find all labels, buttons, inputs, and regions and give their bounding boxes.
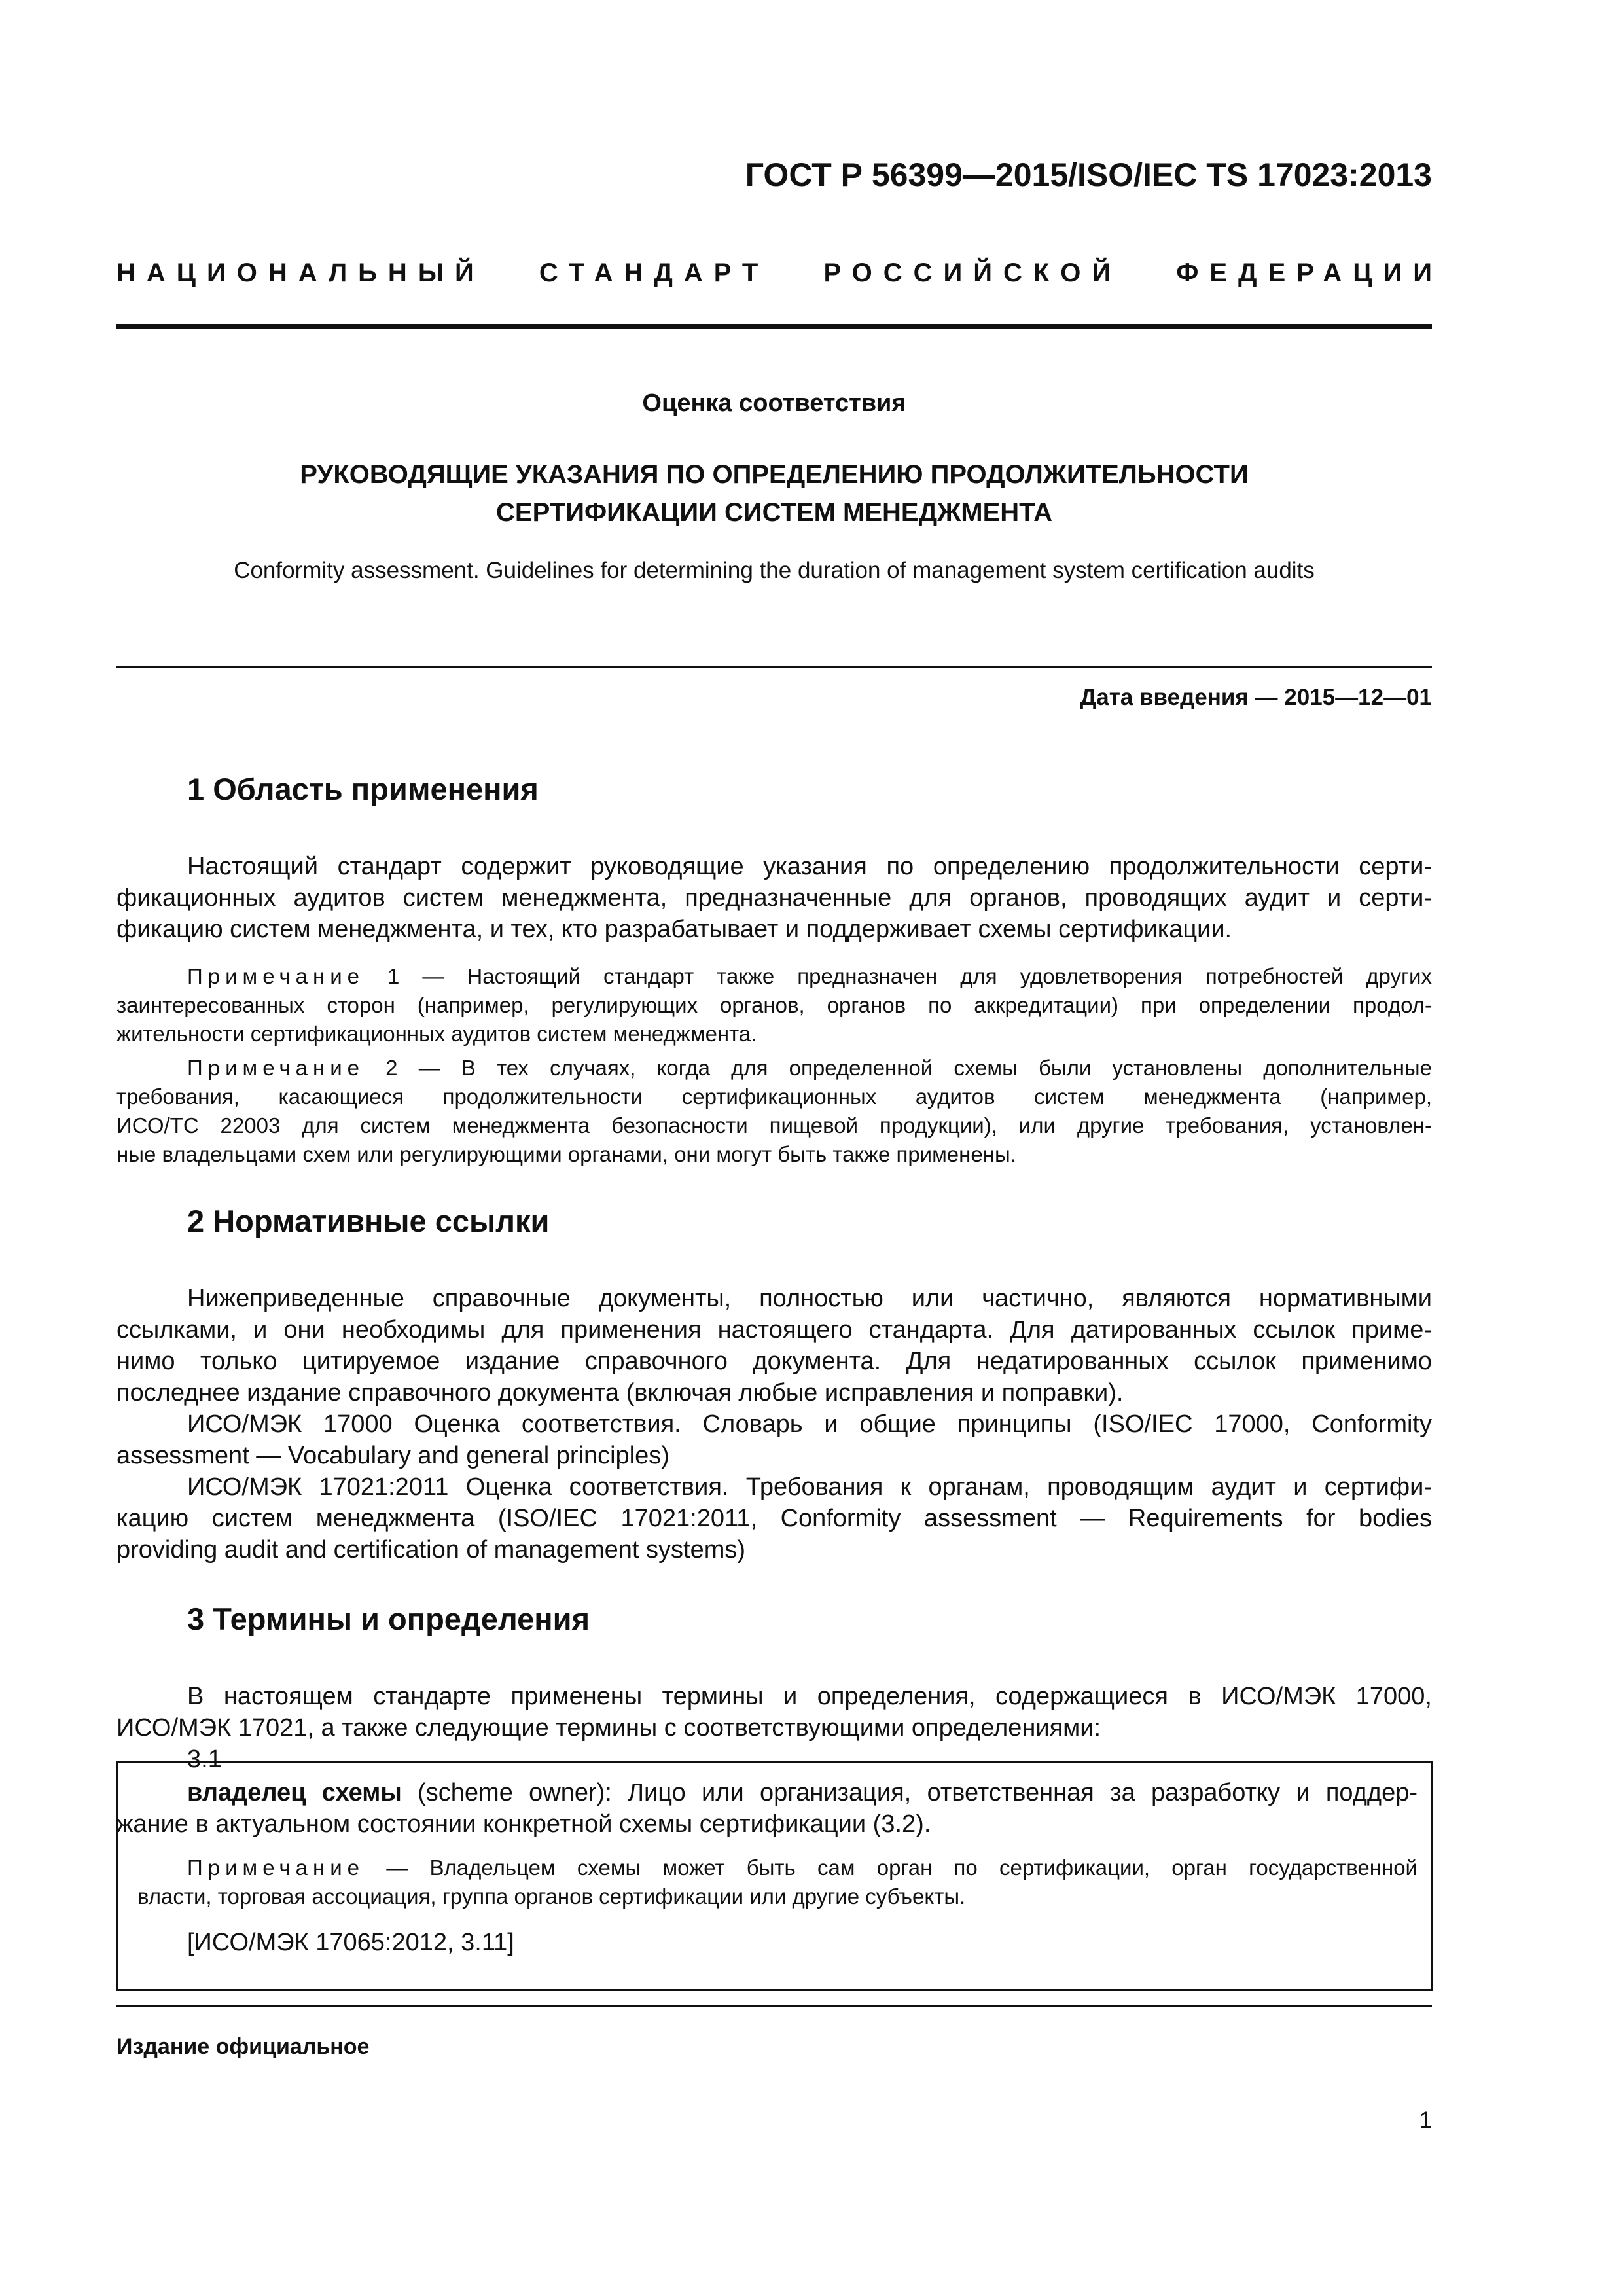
document-title	[116, 456, 1432, 531]
introduction-date: Дата введения — 2015—12—01	[1080, 685, 1432, 710]
text-line: ИСО/МЭК 17000 Оценка соответствия. Словарь и общие принципы (ISO/IEC 17000, Conformity	[187, 1410, 1432, 1438]
footer-rule	[116, 2005, 1432, 2007]
reference-entry	[116, 1408, 1432, 1471]
text-line: ные владельцами схем или регулирующими органами, они могут быть также применены.	[116, 1142, 1016, 1166]
text-line: нимо только цитируемое издание справочного документа. Для недатированных ссылок применимо	[116, 1348, 1432, 1375]
national-standard-banner	[116, 259, 1443, 288]
body-paragraph	[116, 1283, 1432, 1408]
text-line: ИСО/МЭК 17021, а также следующие термины с соответствующими определениями:	[116, 1714, 1101, 1742]
note-label: Примечание	[187, 1856, 365, 1880]
text-line: Настоящий стандарт содержит руководящие указания по определению продолжительности серти-	[187, 853, 1432, 880]
text-line	[116, 1054, 1432, 1083]
text-line: фикацию систем менеджмента, и тех, кто разрабатывает и поддерживает схемы сертификации.	[116, 916, 1232, 943]
section-heading: 3 Термины и определения	[187, 1602, 590, 1636]
note-text: 1 — Настоящий стандарт также предназначен для удовлетворения потребностей других	[365, 964, 1432, 988]
text-line: кацию систем менеджмента (ISO/IEC 17021:2011, Conformity assessment — Requirements for bodies	[116, 1505, 1432, 1532]
text-line: assessment — Vocabulary and general principles)	[116, 1442, 669, 1469]
title-line: СЕРТИФИКАЦИИ СИСТЕМ МЕНЕДЖМЕНТА	[496, 498, 1052, 527]
banner-word: РОССИЙСКОЙ	[823, 259, 1122, 287]
document-subtitle: Оценка соответствия	[642, 389, 906, 417]
text-line	[137, 1854, 1418, 1882]
note-paragraph	[116, 1054, 1432, 1169]
section-heading: 1 Область применения	[187, 772, 539, 806]
page-number: 1	[1419, 2108, 1432, 2133]
body-paragraph	[116, 851, 1432, 945]
title-line: РУКОВОДЯЩИЕ УКАЗАНИЯ ПО ОПРЕДЕЛЕНИЮ ПРОДОЛЖИТЕЛЬНОСТИ	[300, 460, 1249, 489]
text-line: фикационных аудитов систем менеджмента, предназначенные для органов, проводящих аудит и серти-	[116, 884, 1432, 912]
text-line: жительности сертификационных аудитов систем менеджмента.	[116, 1022, 757, 1046]
text-line	[187, 1777, 1418, 1808]
note-label: Примечание	[187, 964, 365, 988]
edition-label: Издание официальное	[116, 2034, 370, 2059]
text-line: жание в актуальном состоянии конкретной схемы сертификации (3.2).	[116, 1810, 931, 1838]
text-line: Нижеприведенные справочные документы, полностью или частично, являются нормативными	[187, 1285, 1432, 1312]
title-rule	[116, 666, 1432, 668]
text-line: требования, касающиеся продолжительности сертификационных аудитов систем менеджмента (например,	[116, 1085, 1432, 1109]
text-line: ИСО/МЭК 17021:2011 Оценка соответствия. Требования к органам, проводящим аудит и сертифи-	[187, 1473, 1432, 1501]
term-note	[137, 1854, 1418, 1911]
text-line: последнее издание справочного документа (включая любые исправления и поправки).	[116, 1379, 1124, 1407]
text-line: В настоящем стандарте применены термины и определения, содержащиеся в ИСО/МЭК 17000,	[187, 1683, 1432, 1710]
document-designation: ГОСТ Р 56399—2015/ISO/IEC TS 17023:2013	[745, 156, 1432, 193]
note-paragraph	[116, 962, 1432, 1049]
term-source-reference: [ИСО/МЭК 17065:2012, 3.11]	[187, 1929, 514, 1956]
term-definition	[116, 1777, 1418, 1840]
banner-word: ФЕДЕРАЦИИ	[1176, 259, 1443, 287]
term-name: владелец схемы	[187, 1779, 402, 1806]
banner-word: СТАНДАРТ	[539, 259, 770, 287]
text-line: ИСО/ТС 22003 для систем менеджмента безопасности пищевой продукции), или другие требования, установлен-	[116, 1113, 1432, 1138]
text-line	[116, 962, 1432, 991]
english-title: Conformity assessment. Guidelines for determining the duration of management system certification audits	[234, 558, 1315, 583]
term-number: 3.1	[187, 1746, 222, 1773]
header-rule	[116, 324, 1432, 329]
text-line: власти, торговая ассоциация, группа органов сертификации или другие субъекты.	[137, 1884, 966, 1909]
text-line: ссылками, и они необходимы для применения настоящего стандарта. Для датированных ссылок приме-	[116, 1316, 1432, 1344]
note-text: — Владельцем схемы может быть сам орган по сертификации, орган государственной	[365, 1856, 1418, 1880]
text-line: заинтересованных сторон (например, регулирующих органов, органов по аккредитации) при определении продол-	[116, 993, 1432, 1017]
term-text: (scheme owner): Лицо или организация, ответственная за разработку и поддер-	[401, 1779, 1418, 1806]
section-heading: 2 Нормативные ссылки	[187, 1204, 550, 1238]
note-text: 2 — В тех случаях, когда для определенной схемы были установлены дополнительные	[365, 1056, 1432, 1080]
reference-entry	[116, 1471, 1432, 1566]
note-label: Примечание	[187, 1056, 365, 1080]
banner-word: НАЦИОНАЛЬНЫЙ	[116, 259, 485, 287]
text-line: providing audit and certification of management systems)	[116, 1536, 746, 1564]
